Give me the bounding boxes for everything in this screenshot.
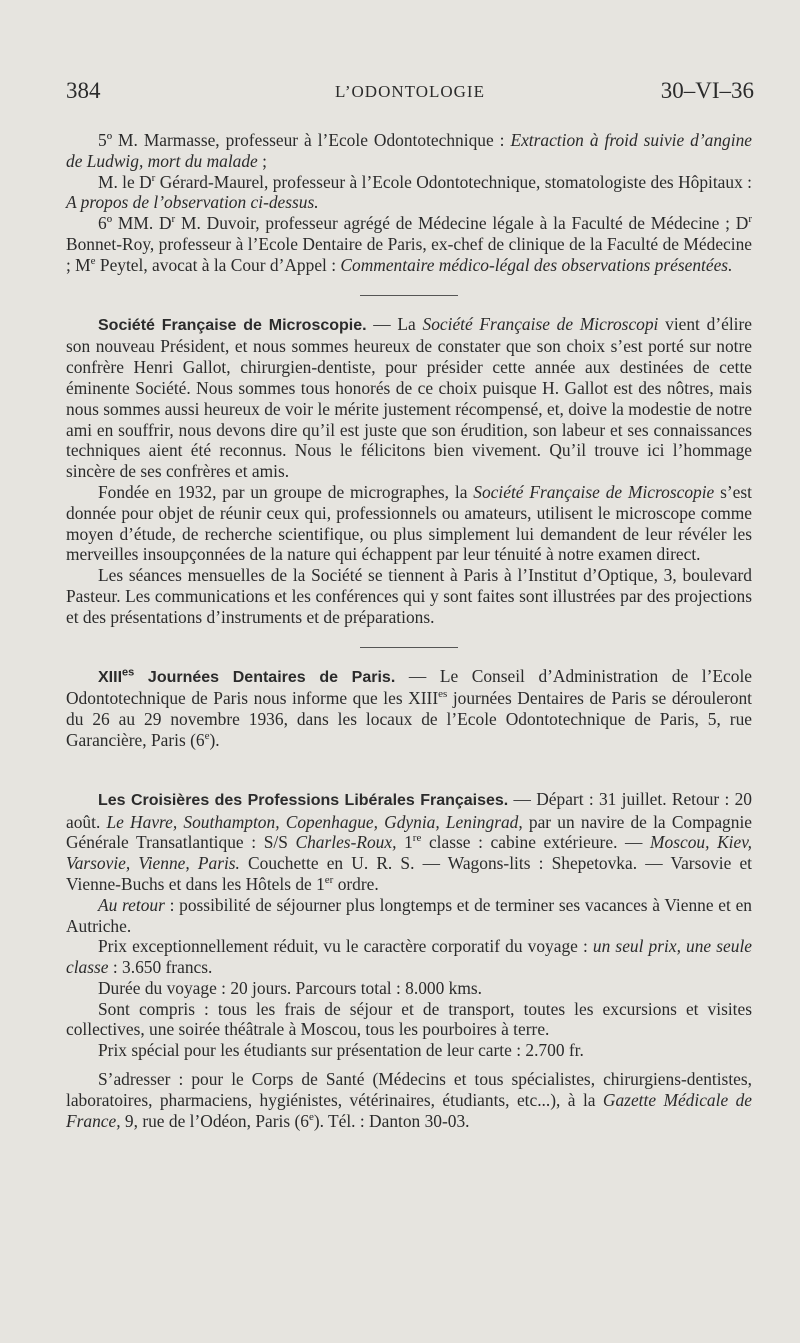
microscopie-paragraph-1: Société Française de Microscopie. — La Société Française de Microscopi vient d’élire son nouveau Président, et nous sommes heureux de constater que son choix s’est porté sur notre confrère Henri Gallot, chirurgien-dentiste, pour présider cette année aux destinées de cette éminente Société. Nous sommes tous honorés de ce choix puisque H. Gallot est des nôtres, mais nous sommes aussi heureux de voir le mérite justement récompensé, et, doive la modestie de notre ami en souffrir, nous devons dire qu’il est juste que son érudition, son labeur et ses connaissances techniques aient été reconnus. Nous le félicitons bien vivement. Qu’il trouve ici l’hommage sincère de ses confrères et amis. bbox=[66, 313, 752, 482]
microscopie-paragraph-2: Fondée en 1932, par un groupe de micrographes, la Société Française de Microscopie s’est donnée pour objet de réunir ceux qui, professionnels ou amateurs, utilisent le microscope comme moyen d’étude, de recherche scientifique, ou plus simplement lui demandent de leur révéler les merveilles insoupçonnées de la nature qui échappent par leur ténuité à notre examen direct. bbox=[66, 481, 752, 565]
croisieres-paragraph-6: Prix spécial pour les étudiants sur présentation de leur carte : 2.700 fr. bbox=[98, 1040, 584, 1061]
issue-date: 30–VI–36 bbox=[660, 78, 754, 103]
journees-paragraph: $XIII^{es}$ Journées Dentaires de Paris. — Le Conseil d’Administration de l’Ecole Odontotechnique de Paris nous informe que les $XIII^{es}$ journées Dentaires de Paris se dérouleront du 26 au 29 novembre 1936, dans les locaux de l’Ecole Odontotechnique de Paris, 5, rue Garancière, Paris (6e). bbox=[66, 665, 753, 750]
list-item-6: 6º MM. $D^r$ M. Duvoir, professeur agrégé de Médecine légale à la Faculté de Médecine ; $D^r$ Bonnet-Roy, professeur à l’Ecole Dentaire de Paris, ex-chef de clinique de la Faculté de Médecine ; Me Peytel, avocat à la Cour d’Appel : Commentaire médico-légal des observations présentées. bbox=[66, 213, 752, 275]
croisieres-paragraph-1: Les Croisières des Professions Libérales Françaises. — Départ : 31 juillet. Retour : 20 août. Le Havre, Southampton, Copenhague, Gdynia, Leningrad, par un navire de la Compagnie Générale Transatlantique : S/S Charles-Roux, 1re classe : cabine extérieure. — Moscou, Kiev, Varsovie, Vienne, Paris. Couchette en U. R. S. — Wagons-lits : Shepetovka. — Varsovie et Vienne-Buchs et dans les Hôtels de 1er ordre. bbox=[66, 788, 753, 894]
croisieres-paragraph-3: Prix exceptionnellement réduit, vu le caractère corporatif du voyage : un seul prix, une seule classe : 3.650 francs. bbox=[66, 936, 753, 978]
section-heading-microscopie: Société Française de Microscopie. bbox=[98, 316, 367, 334]
running-title: L’ODONTOLOGIE bbox=[335, 82, 485, 101]
microscopie-paragraph-3: Les séances mensuelles de la Société se tiennent à Paris à l’Institut d’Optique, 3, boulevard Pasteur. Les communications et les conférences qui y sont faites sont illustrées par des projections et des présentations d’instruments et de préparations. bbox=[66, 565, 752, 627]
section-divider bbox=[360, 295, 458, 296]
page-body bbox=[66, 130, 752, 1131]
running-header bbox=[66, 78, 754, 114]
list-item-5a: 5º M. Marmasse, professeur à l’Ecole Odontotechnique : Extraction à froid suivie d’angine de Ludwig, mort du malade ; bbox=[66, 130, 752, 171]
croisieres-paragraph-2: Au retour : possibilité de séjourner plus longtemps et de terminer ses vacances à Vienne et en Autriche. bbox=[66, 894, 752, 936]
section-heading-croisieres: Les Croisières des Professions Libérales Françaises. bbox=[98, 791, 509, 809]
section-divider bbox=[360, 770, 458, 771]
page-number: 384 bbox=[66, 78, 101, 103]
list-item-5b: M. le $D^r$ Gérard-Maurel, professeur à l’Ecole Odontotechnique, stomatologiste des Hôpitaux : A propos de l’observation ci-dessus. bbox=[66, 171, 752, 213]
section-heading-journees: $XIII^{es}$ Journées Dentaires de Paris. bbox=[98, 666, 396, 686]
croisieres-paragraph-7: S’adresser : pour le Corps de Santé (Médecins et tous spécialistes, chirurgiens-dentistes, laboratoires, pharmaciens, hygiénistes, vétérinaires, étudiants, etc...), à la Gazette Médicale de France, 9, rue de l’Odéon, Paris (6e). Tél. : Danton 30-03. bbox=[66, 1069, 752, 1131]
croisieres-paragraph-4: Durée du voyage : 20 jours. Parcours total : 8.000 kms. bbox=[98, 977, 482, 998]
section-divider bbox=[360, 647, 458, 648]
croisieres-paragraph-5: Sont compris : tous les frais de séjour et de transport, toutes les excursions et visites collectives, une soirée théâtrale à Moscou, tous les pourboires à terre. bbox=[66, 998, 752, 1040]
